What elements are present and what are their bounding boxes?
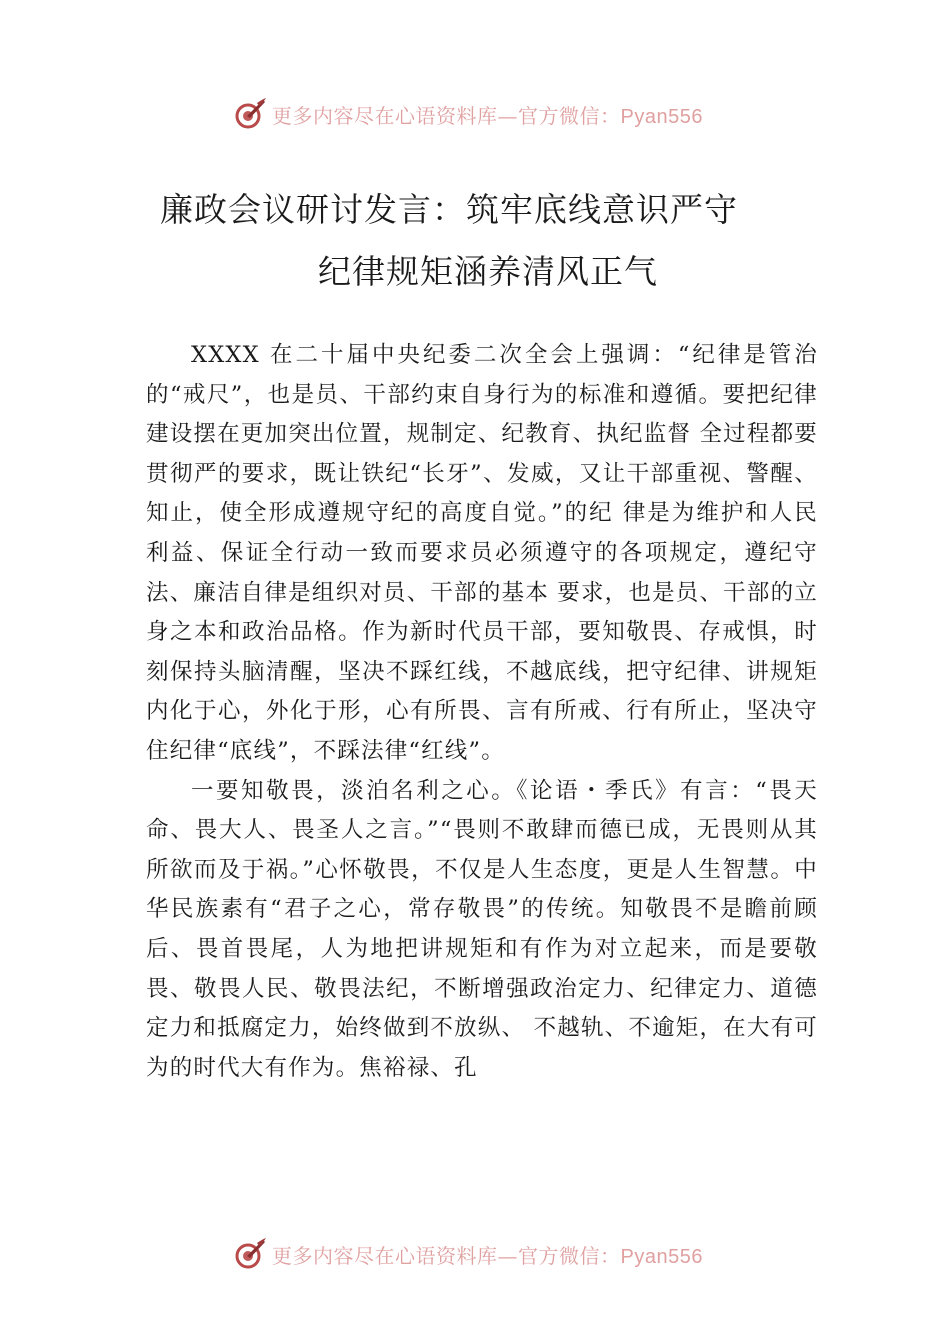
header-banner-text: 更多内容尽在心语资料库—官方微信：Pyan556	[272, 103, 703, 128]
header-wechat-id: 官方微信：Pyan556	[518, 105, 703, 128]
footer-wechat-id: 官方微信：Pyan556	[518, 1245, 703, 1268]
footer-banner	[232, 1234, 752, 1274]
page-title-line-1: 廉政会议研讨发言：筑牢底线意识严守	[160, 190, 738, 229]
paragraph-1: XXXX 在二十届中央纪委二次全会上强调：“纪律是管治的“戒尺”，也是员、干部约束自身行为的标准和遵循。要把纪律建设摆在更加突出位置，规制定、纪教育、执纪监督 全过程都要贯彻严的要求，既让铁纪“长牙”、发威，又让干部重视、警醒、知止，使全形成遵规守纪的高度自觉。”的纪 律是为维护和人民利益、保证全行动一致而要求员必须遵守的各项规定，遵纪守法、廉洁自律是组织对员、干部的基本 要求，也是员、干部的立身之本和政治品格。作为新时代员干部，要知敬畏、存戒惧，时刻保持头脑清醒，坚决不踩红线，不越底线，把守纪律、讲规矩内化于心，外化于形，心有所畏、言有所戒、行有所止，坚决守住纪律“底线”，不踩法律“红线”。	[146, 342, 818, 764]
quill-seal-icon	[232, 1236, 268, 1272]
document-body	[146, 336, 818, 1088]
paragraph-2: 一要知敬畏，淡泊名利之心。《论语・季氏》有言：“畏天命、畏大人、畏圣人之言。”“畏则不敢肆而德已成，无畏则从其所欲而及于祸。”心怀敬畏，不仅是人生态度，更是人生智慧。中华民族素有“君子之心，常存敬畏”的传统。知敬畏不是瞻前顾后、畏首畏尾，人为地把讲规矩和有作为对立起来，而是要敬畏、敬畏人民、敬畏法纪，不断增强政治定力、纪律定力、道德定力和抵腐定力，始终做到不放纵、 不越轨、不逾矩，在大有可为的时代大有作为。焦裕禄、孔	[146, 777, 818, 1081]
header-banner	[232, 94, 752, 134]
page-title-line-2: 纪律规矩涵养清风正气	[318, 252, 658, 291]
footer-banner-text: 更多内容尽在心语资料库—官方微信：Pyan556	[272, 1243, 703, 1268]
quill-seal-icon	[232, 96, 268, 132]
